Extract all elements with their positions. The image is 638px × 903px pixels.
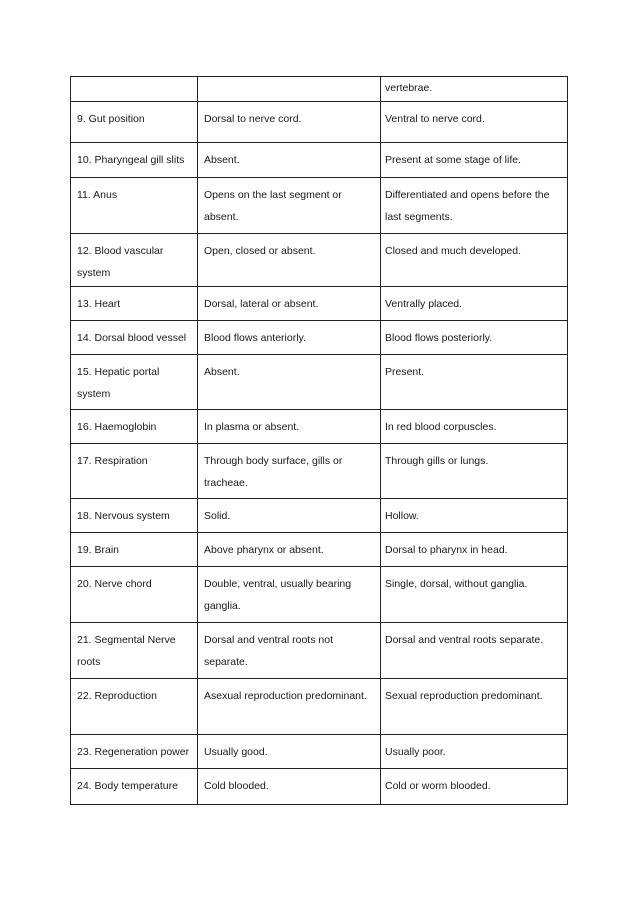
chordate-cell: Ventrally placed. bbox=[381, 287, 568, 321]
chordate-cell: Hollow. bbox=[381, 499, 568, 533]
table-row bbox=[71, 102, 568, 143]
chordate-cell: vertebrae. bbox=[381, 77, 568, 102]
table-row bbox=[71, 735, 568, 769]
chordate-cell: Usually poor. bbox=[381, 735, 568, 769]
feature-cell: 22. Reproduction bbox=[71, 679, 198, 735]
feature-cell bbox=[71, 77, 198, 102]
chordate-cell: Sexual reproduction predominant. bbox=[381, 679, 568, 735]
non-chordate-cell: Double, ventral, usually bearing ganglia. bbox=[198, 567, 381, 623]
comparison-table bbox=[70, 76, 568, 805]
non-chordate-cell: Dorsal and ventral roots not separate. bbox=[198, 623, 381, 679]
feature-cell: 13. Heart bbox=[71, 287, 198, 321]
table-row bbox=[71, 143, 568, 178]
non-chordate-cell: Dorsal to nerve cord. bbox=[198, 102, 381, 143]
table-row bbox=[71, 444, 568, 499]
table-row bbox=[71, 679, 568, 735]
table-row bbox=[71, 499, 568, 533]
non-chordate-cell: Above pharynx or absent. bbox=[198, 533, 381, 567]
table-row bbox=[71, 410, 568, 444]
table-row bbox=[71, 287, 568, 321]
feature-cell: 19. Brain bbox=[71, 533, 198, 567]
feature-cell: 24. Body temperature bbox=[71, 769, 198, 805]
non-chordate-cell: Solid. bbox=[198, 499, 381, 533]
table-row bbox=[71, 769, 568, 805]
feature-cell: 23. Regeneration power bbox=[71, 735, 198, 769]
chordate-cell: Differentiated and opens before the last segments. bbox=[381, 178, 568, 234]
chordate-cell: Present. bbox=[381, 355, 568, 410]
table-row bbox=[71, 321, 568, 355]
chordate-cell: Through gills or lungs. bbox=[381, 444, 568, 499]
feature-cell: 17. Respiration bbox=[71, 444, 198, 499]
non-chordate-cell: Asexual reproduction predominant. bbox=[198, 679, 381, 735]
chordate-cell: Blood flows posteriorly. bbox=[381, 321, 568, 355]
feature-cell: 16. Haemoglobin bbox=[71, 410, 198, 444]
chordate-cell: Cold or worm blooded. bbox=[381, 769, 568, 805]
non-chordate-cell bbox=[198, 77, 381, 102]
table-row bbox=[71, 533, 568, 567]
non-chordate-cell: Open, closed or absent. bbox=[198, 234, 381, 287]
chordate-cell: Dorsal to pharynx in head. bbox=[381, 533, 568, 567]
table-row bbox=[71, 77, 568, 102]
chordate-cell: Present at some stage of life. bbox=[381, 143, 568, 178]
chordate-cell: Single, dorsal, without ganglia. bbox=[381, 567, 568, 623]
non-chordate-cell: Absent. bbox=[198, 143, 381, 178]
non-chordate-cell: Usually good. bbox=[198, 735, 381, 769]
chordate-cell: Ventral to nerve cord. bbox=[381, 102, 568, 143]
feature-cell: 15. Hepatic portal system bbox=[71, 355, 198, 410]
feature-cell: 18. Nervous system bbox=[71, 499, 198, 533]
non-chordate-cell: Blood flows anteriorly. bbox=[198, 321, 381, 355]
feature-cell: 21. Segmental Nerve roots bbox=[71, 623, 198, 679]
feature-cell: 9. Gut position bbox=[71, 102, 198, 143]
non-chordate-cell: Opens on the last segment or absent. bbox=[198, 178, 381, 234]
chordate-cell: Closed and much developed. bbox=[381, 234, 568, 287]
table-row bbox=[71, 178, 568, 234]
feature-cell: 14. Dorsal blood vessel bbox=[71, 321, 198, 355]
feature-cell: 20. Nerve chord bbox=[71, 567, 198, 623]
non-chordate-cell: Through body surface, gills or tracheae. bbox=[198, 444, 381, 499]
table-row bbox=[71, 623, 568, 679]
non-chordate-cell: Cold blooded. bbox=[198, 769, 381, 805]
table-row bbox=[71, 355, 568, 410]
chordate-cell: Dorsal and ventral roots separate. bbox=[381, 623, 568, 679]
feature-cell: 11. Anus bbox=[71, 178, 198, 234]
feature-cell: 10. Pharyngeal gill slits bbox=[71, 143, 198, 178]
table-row bbox=[71, 567, 568, 623]
non-chordate-cell: In plasma or absent. bbox=[198, 410, 381, 444]
non-chordate-cell: Absent. bbox=[198, 355, 381, 410]
chordate-cell: In red blood corpuscles. bbox=[381, 410, 568, 444]
non-chordate-cell: Dorsal, lateral or absent. bbox=[198, 287, 381, 321]
table-row bbox=[71, 234, 568, 287]
feature-cell: 12. Blood vascular system bbox=[71, 234, 198, 287]
